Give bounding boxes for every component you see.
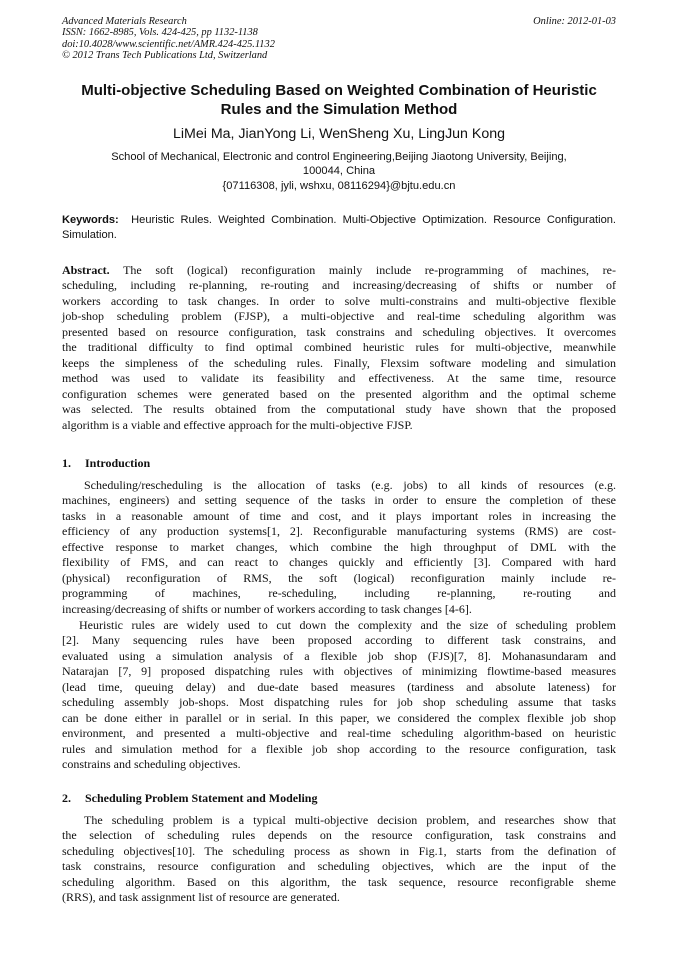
paragraph-line: flexibility of FMS, and can react to changes quickly and efficiently [3]. Compared with hard <box>62 555 616 570</box>
paper-title <box>62 81 616 119</box>
paragraph-line: The scheduling problem is a typical multi-objective decision problem, and researches show that <box>84 813 616 827</box>
paragraph-line: [2]. Many sequencing rules have been proposed according to different task constrains, and <box>62 633 616 648</box>
paragraph-line: scheduling objectives[10]. The scheduling process as shown in Fig.1, starts from the defination of <box>62 843 616 858</box>
section-number: 2. <box>62 791 71 805</box>
copyright-line: © 2012 Trans Tech Publications Ltd, Switzerland <box>62 50 268 62</box>
doi-line: doi:10.4028/www.scientific.net/AMR.424-425.1132 <box>62 38 275 50</box>
keywords-label: Keywords: <box>62 214 119 226</box>
section-heading-introduction <box>62 456 150 471</box>
section-number: 1. <box>62 456 71 470</box>
paragraph-line: can be done either in parallel or in serial. In this paper, we considered the complex flexible job shop <box>62 710 616 725</box>
paragraph-line: Natarajan [7, 9] proposed dispatching rules with objectives of minimizing flowtime-based measures <box>62 664 616 679</box>
abstract-line: algorithm is a viable and effective approach for the multi-objective FJSP. <box>62 417 413 432</box>
section-heading-scheduling-problem <box>62 791 317 806</box>
affiliation <box>62 150 616 193</box>
paragraph-line: effective response to market changes, which combine the high throughput of DML with the <box>62 539 616 554</box>
abstract-line: presented based on resource configuration, task constrains and scheduling objectives. It overcomes <box>62 324 616 339</box>
abstract-line: was selected. The results obtained from the computational study have shown that the proposed <box>62 402 616 417</box>
abstract-line: the traditional difficulty to find optimal combined heuristic rules for multi-objective, meanwhile <box>62 340 616 355</box>
paragraph-line: machines, engineers) and setting sequence of the tasks in order to ensure the completion of these <box>62 493 616 508</box>
paragraph-line: the selection of scheduling rules depends on the resource configuration, task constrains and <box>62 828 616 843</box>
paragraph-line: task constrains, resource configuration and scheduling objectives, which are the input of the <box>62 859 616 874</box>
section2-paragraph-1 <box>62 813 616 906</box>
paragraph-line: (physical) reconfiguration of RMS, the soft (logical) reconfiguration mainly include re- <box>62 570 616 585</box>
abstract-label: Abstract. <box>62 263 110 277</box>
paragraph-line: (RRS), and task assignment list of resource are generated. <box>62 890 340 905</box>
intro-paragraph-2 <box>62 618 616 773</box>
paragraph-line: environment, and presented a multi-objective and real-time scheduling algorithm-based on heuristic <box>62 726 616 741</box>
paragraph-line: programming of machines, re-scheduling, including re-planning, re-routing and <box>62 586 616 601</box>
online-date: Online: 2012-01-03 <box>533 16 616 27</box>
paragraph-line: scheduling algorithm. Based on this algorithm, the task sequence, resource reconfigrable sheme <box>62 874 616 889</box>
author-list: LiMei Ma, JianYong Li, WenSheng Xu, LingJun Kong <box>172 126 506 142</box>
paragraph-line: efficiency of any production systems[1, 2]. Reconfigurable manufacturing systems (RMS) are cost- <box>62 524 616 539</box>
abstract-line: scheduling, including re-planning, re-routing and increasing/decreasing of shifts or number of <box>62 278 616 293</box>
email-line: {07116308, jyli, wshxu, 08116294}@bjtu.edu.cn <box>222 179 456 192</box>
keywords <box>62 213 616 242</box>
affiliation-line: 100044, China <box>302 165 376 178</box>
paragraph-line: (lead time, queuing delay) and due-date based measures (tardiness and absolute lateness) for <box>62 679 616 694</box>
title-line-1: Multi-objective Scheduling Based on Weighted Combination of Heuristic <box>81 82 597 99</box>
abstract-line <box>62 263 616 278</box>
abstract-line: method was used to validate its feasibility and effectiveness. At the same time, resource <box>62 371 616 386</box>
paragraph-line: evaluated using a simulation analysis of a flexible job shop (FJS)[7, 8]. Mohanasundaram and <box>62 648 616 663</box>
issn-line: ISSN: 1662-8985, Vols. 424-425, pp 1132-1138 <box>62 27 258 39</box>
paragraph-line: rules and simulation method for a flexible job shop according to the resource configuration, task <box>62 741 616 756</box>
intro-paragraph-1 <box>62 478 616 617</box>
abstract-line: configuration schemes were generated based on the presented algorithm and the optimal scheme <box>62 386 616 401</box>
abstract-line: keeps the simpleness of the scheduling rules. Finally, Flexsim software modeling and simulation <box>62 355 616 370</box>
paragraph-line: tasks in a reasonable amount of time and cost, and it plays important roles in increasing the <box>62 508 616 523</box>
section-title: Scheduling Problem Statement and Modeling <box>85 791 318 805</box>
paragraph-line: Heuristic rules are widely used to cut down the complexity and the size of scheduling problem <box>79 618 616 632</box>
paragraph-line: Scheduling/rescheduling is the allocation of tasks (e.g. jobs) to all kinds of resources (e.g. <box>84 478 616 492</box>
paragraph-line: increasing/decreasing of shifts or number of workers according to task changes [4-6]. <box>62 601 472 616</box>
paragraph-line: scheduling assembly job-shops. Most dispatching rules for job shop scheduling assume that tasks <box>62 695 616 710</box>
journal-header <box>62 16 482 62</box>
section-title: Introduction <box>85 456 151 470</box>
keywords-text: Heuristic Rules. Weighted Combination. Multi-Objective Optimization. Resource Configuration. Simulation. <box>62 214 616 241</box>
title-line-2: Rules and the Simulation Method <box>220 101 458 118</box>
journal-name: Advanced Materials Research <box>62 16 187 27</box>
affiliation-line: School of Mechanical, Electronic and control Engineering,Beijing Jiaotong University, Beijing, <box>111 151 567 163</box>
paragraph-line: constrains and scheduling objectives. <box>62 757 241 772</box>
abstract-first-line: The soft (logical) reconfiguration mainly include re-programming of machines, re- <box>109 263 616 277</box>
abstract-line: workers according to task changes. In order to solve multi-constrains and multi-objective flexible <box>62 293 616 308</box>
abstract-line: job-shop scheduling problem (FJSP), a multi-objective and real-time scheduling algorithm was <box>62 309 616 324</box>
abstract <box>62 263 616 433</box>
